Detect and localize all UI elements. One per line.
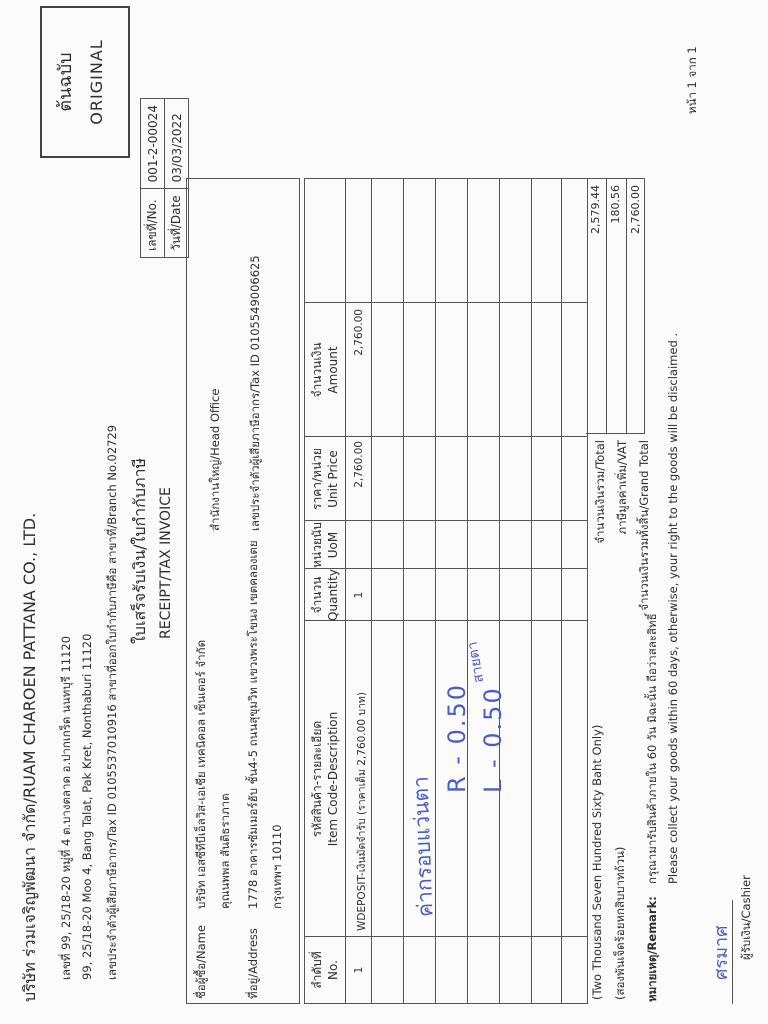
- customer-contact: คุณนพพล สันติธราภาต: [218, 793, 232, 909]
- doc-no-value: 001-2-00024: [141, 99, 165, 189]
- amount-in-words: (Two Thousand Seven Hundred Sixty Baht Only): [590, 724, 604, 1000]
- amount-in-words-th: (สองพันเจ็ดร้อยหกสิบบาทถ้วน): [613, 846, 627, 1000]
- vat-value: 180.56: [609, 185, 622, 224]
- copy-label-en: ORIGINAL: [87, 39, 106, 125]
- header-quantity: จำนวน Quantity: [310, 569, 340, 621]
- row-no: 1: [353, 966, 365, 974]
- cashier-label: ผู้รับเงิน/Cashier: [739, 875, 753, 960]
- document-title-th: ใบเสร็จรับเงิน/ใบกำกับภาษี: [130, 457, 149, 644]
- handwritten-initials: สายตา: [464, 640, 488, 685]
- page-number: หน้า 1 จาก 1: [685, 46, 699, 114]
- company-name: บริษัท ร่วมเจริญพัฒนา จำกัด/RUAM CHAROEN PATTANA CO., LTD.: [20, 512, 39, 1002]
- vat-label: ภาษีมูลค่าเพิ่ม/VAT: [615, 440, 629, 535]
- customer-city: กรุงเทพฯ 10110: [270, 824, 284, 909]
- doc-date-label: วันที่/Date: [165, 189, 189, 258]
- grand-total-label: จำนวนเงินรวมทั้งสิ้น/Grand Total: [637, 440, 651, 611]
- items-table: [304, 178, 588, 1004]
- row-unit-price: 2,760.00: [353, 441, 365, 488]
- handwritten-note-1: ค่ากรอบแว่นตา: [408, 775, 438, 918]
- company-address-th: เลขที่ 99, 25/18-20 หมู่ที่ 4 ต.บางตลาด อ.ปากเกร็ด นนทบุรี 11120: [59, 635, 73, 980]
- grand-total-value: 2,760.00: [629, 185, 642, 234]
- row-description: WDEPOSIT-เงินมัดจำรับ (ราคาเต็ม 2,760.00 บาท): [356, 692, 368, 931]
- original-copy-box: [40, 6, 130, 158]
- handwritten-note-3: L - 0.50: [479, 686, 507, 793]
- totals-box: [586, 178, 645, 434]
- customer-office: สำนักงานใหญ่/Head Office: [208, 388, 222, 531]
- doc-date-value: 03/03/2022: [165, 99, 189, 189]
- header-unit-price: ราคา/หน่วย Unit Price: [310, 448, 340, 510]
- handwritten-note-2: R - 0.50: [443, 682, 471, 793]
- customer-address: 1778 อาคารซัมเมอร์ฮับ ชั้น4-5 ถนนสุขุมวิท แขวงพระโขนง เขตคลองเตย: [246, 540, 260, 909]
- header-amount: จำนวนเงิน Amount: [310, 342, 340, 398]
- row-quantity: 1: [353, 591, 365, 599]
- customer-tax-id: เลขประจำตัวผู้เสียภาษีอากร/Tax ID 0105549006625: [248, 255, 262, 531]
- doc-no-label: เลขที่/No.: [141, 189, 165, 258]
- customer-address-label: ที่อยู่/Address: [246, 928, 260, 999]
- signature-line: [732, 900, 733, 1004]
- total-label: จำนวนเงินรวม/Total: [593, 440, 607, 544]
- remark-en: Please collect your goods within 60 days, otherwise, your right to the goods will be disclaimed .: [666, 332, 680, 884]
- customer-box: [186, 178, 300, 1004]
- header-no: ลำดับที่ No.: [310, 951, 340, 989]
- company-tax-id: เลขประจำตัวผู้เสียภาษีอากร/Tax ID 0105537010916 สาขาที่ออกใบกำกับภาษีคือ สาขาที่/Branch No.02729: [105, 424, 119, 980]
- total-value: 2,579.44: [589, 185, 602, 234]
- document-title-en: RECEIPT/TAX INVOICE: [158, 487, 174, 639]
- header-uom: หน่วยนับ UoM: [310, 522, 340, 568]
- customer-name-label: ชื่อผู้ซื้อ/Name: [194, 925, 208, 999]
- document-meta: [140, 98, 189, 258]
- customer-name: บริษัท เอสซีทีบีเอ็ลวิส-เอเชีย เทคนิคอล เซ็นเตอร์ จำกัด: [194, 639, 208, 909]
- header-description: รหัสสินค้า-รายละเอียด Item Code-Description: [310, 711, 340, 847]
- company-address-en: 99, 25/18-20 Moo 4, Bang Talat, Pak Kret, Nonthaburi 11120: [80, 633, 94, 980]
- cashier-signature: ศรมาศ: [711, 925, 732, 980]
- remark-th: กรุณามารับสินค้าภายใน 60 วัน มิฉะนั้น ถือว่าสละสิทธิ์: [645, 613, 659, 884]
- copy-label-th: ต้นฉบับ: [55, 52, 76, 112]
- remark-label: หมายเหตุ/Remark:: [645, 896, 659, 1002]
- row-amount: 2,760.00: [353, 309, 365, 356]
